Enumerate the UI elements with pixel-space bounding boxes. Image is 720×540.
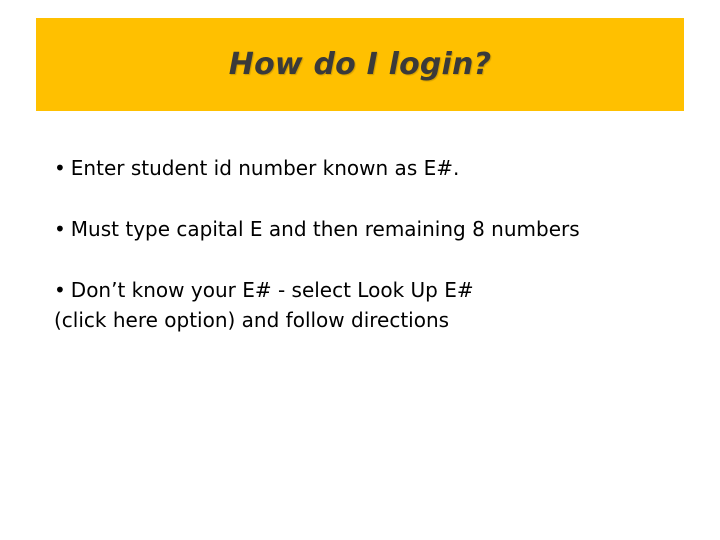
bullet-text-line-2: (click here option) and follow directions bbox=[54, 308, 450, 332]
bullet-item-enter-id bbox=[54, 153, 694, 183]
bullet-item-look-up bbox=[54, 275, 694, 335]
bullet-icon: • bbox=[54, 217, 66, 241]
bullet-icon: • bbox=[54, 278, 66, 302]
bullet-list bbox=[54, 153, 694, 335]
bullet-icon: • bbox=[54, 156, 66, 180]
bullet-text-line-1: Don’t know your E# - select Look Up E# bbox=[70, 278, 474, 302]
bullet-text: Enter student id number known as E#. bbox=[70, 156, 460, 180]
bullet-item-capital-e bbox=[54, 214, 694, 244]
title-banner bbox=[36, 18, 684, 111]
bullet-text: Must type capital E and then remaining 8 numbers bbox=[70, 217, 580, 241]
slide-title: How do I login? bbox=[228, 47, 492, 82]
